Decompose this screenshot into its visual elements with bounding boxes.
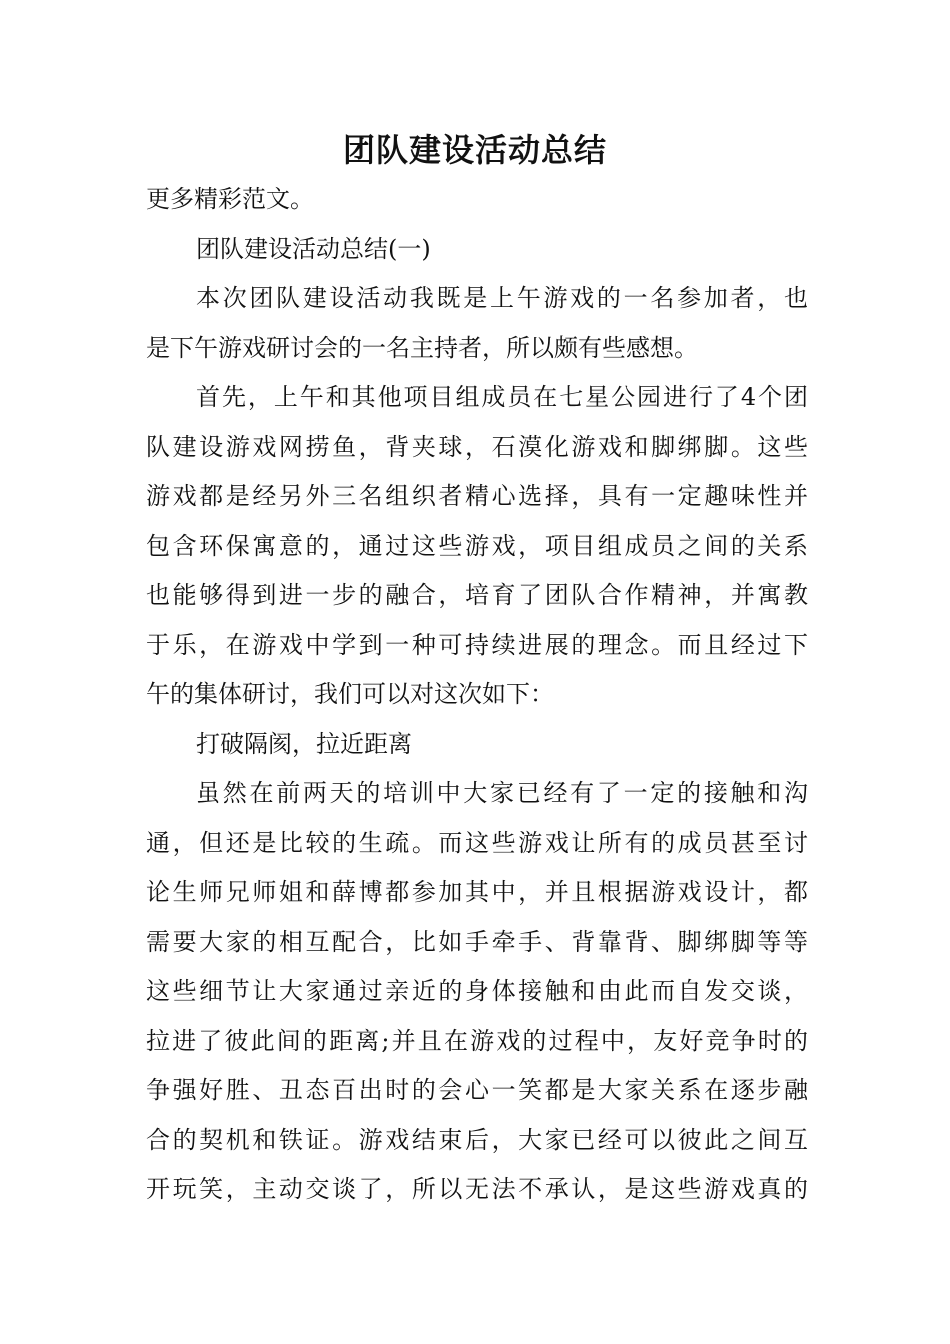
text-line: 通，但还是比较的生疏。而这些游戏让所有的成员甚至讨 <box>146 828 808 857</box>
text-line: 本次团队建设活动我既是上午游戏的一名参加者，也 <box>196 284 808 312</box>
document-body <box>146 175 808 1215</box>
document-title: 团队建设活动总结 <box>342 131 607 169</box>
text-line: 是下午游戏研讨会的一名主持者，所以颇有些感想。 <box>146 333 698 362</box>
text-line: 需要大家的相互配合，比如手牵手、背靠背、脚绑脚等等 <box>146 927 808 956</box>
text-line: 于乐，在游戏中学到一种可持续进展的理念。而且经过下 <box>146 630 808 659</box>
text-line: 这些细节让大家通过亲近的身体接触和由此而自发交谈， <box>146 977 808 1005</box>
text-line: 队建设游戏网捞鱼，背夹球，石漠化游戏和脚绑脚。这些 <box>146 432 808 461</box>
text-line: 游戏都是经另外三名组织者精心选择，具有一定趣味性并 <box>146 482 808 510</box>
text-line: 论生师兄师姐和薛博都参加其中，并且根据游戏设计，都 <box>146 878 808 906</box>
text-line: 开玩笑，主动交谈了，所以无法不承认，是这些游戏真的 <box>146 1175 808 1203</box>
text-line: 合的契机和铁证。游戏结束后，大家已经可以彼此之间互 <box>146 1125 808 1154</box>
text-line: 团队建设活动总结(一) <box>196 234 431 263</box>
text-line: 首先，上午和其他项目组成员在七星公园进行了4个团 <box>196 383 808 411</box>
text-line: 也能够得到进一步的融合，培育了团队合作精神，并寓教 <box>146 581 808 609</box>
text-line: 打破隔阂，拉近距离 <box>196 729 412 758</box>
text-line: 争强好胜、丑态百出时的会心一笑都是大家关系在逐步融 <box>146 1076 808 1104</box>
text-line: 午的集体研讨，我们可以对这次如下： <box>146 680 554 708</box>
text-line: 拉进了彼此间的距离;并且在游戏的过程中，友好竞争时的 <box>146 1026 808 1055</box>
text-line: 更多精彩范文。 <box>146 185 314 213</box>
text-line: 包含环保寓意的，通过这些游戏，项目组成员之间的关系 <box>146 531 808 560</box>
text-line: 虽然在前两天的培训中大家已经有了一定的接触和沟 <box>196 779 808 807</box>
